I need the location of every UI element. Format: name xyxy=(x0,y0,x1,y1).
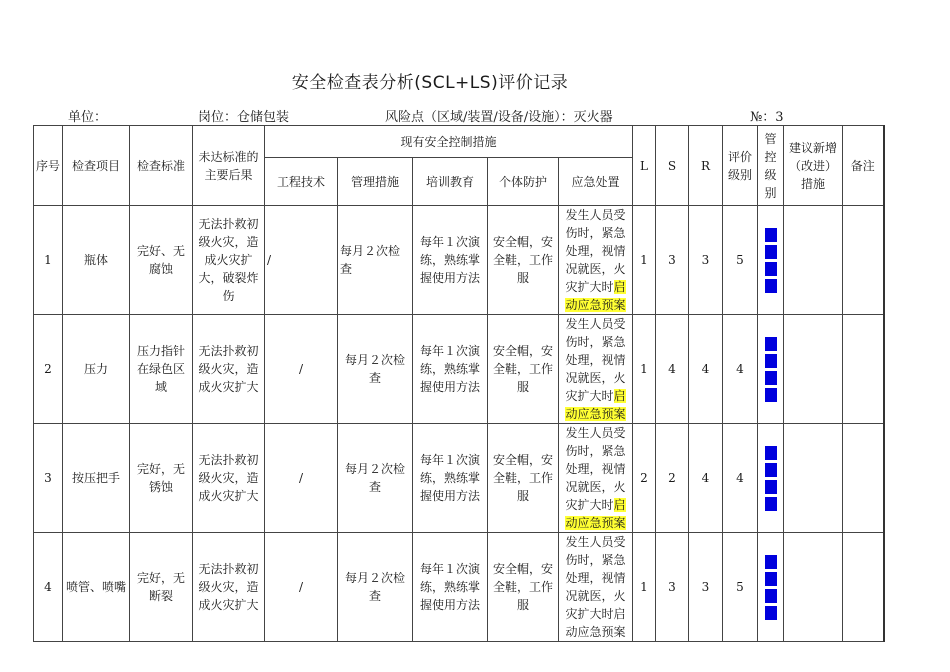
control-mark xyxy=(765,572,777,586)
cell-S: 2 xyxy=(656,424,689,533)
cell-item: 喷管、喷嘴 xyxy=(63,533,130,642)
cell-standard: 压力指针在绿色区域 xyxy=(130,315,193,424)
cell-engineering: / xyxy=(265,424,338,533)
cell-consequence: 无法扑救初级火灾，造成火灾扩大，破裂炸伤 xyxy=(193,206,265,315)
cell-emergency xyxy=(559,206,633,315)
cell-L: 1 xyxy=(633,315,656,424)
control-mark xyxy=(765,354,777,368)
cell-suggest xyxy=(784,533,843,642)
cell-L: 1 xyxy=(633,533,656,642)
cell-R: 3 xyxy=(689,533,723,642)
cell-S: 3 xyxy=(656,206,689,315)
control-mark xyxy=(765,480,777,494)
cell-control-level xyxy=(758,206,784,315)
table-row xyxy=(34,424,884,533)
cell-standard: 完好，无锈蚀 xyxy=(130,424,193,533)
cell-suggest xyxy=(784,424,843,533)
cell-L: 2 xyxy=(633,424,656,533)
cell-management: 每月２次检查 xyxy=(338,315,413,424)
cell-engineering: / xyxy=(265,315,338,424)
cell-standard: 完好，无断裂 xyxy=(130,533,193,642)
header-R: R xyxy=(689,126,723,206)
header-control-level: 管控级别 xyxy=(758,126,784,206)
cell-emergency xyxy=(559,424,633,533)
emergency-text: 发生人员受伤时，紧急处理，视情况就医，火灾扩大时 xyxy=(565,426,626,512)
table-row xyxy=(34,315,884,424)
cell-emergency xyxy=(559,533,633,642)
cell-ppe: 安全帽，安全鞋，工作服 xyxy=(488,315,559,424)
cell-management: 每月２次检查 xyxy=(338,206,413,315)
cell-seq: 3 xyxy=(34,424,63,533)
control-mark xyxy=(765,388,777,402)
cell-L: 1 xyxy=(633,206,656,315)
cell-training: 每年１次演练，熟练掌握使用方法 xyxy=(413,206,488,315)
control-mark xyxy=(765,589,777,603)
header-management: 管理措施 xyxy=(338,158,413,206)
header-S: S xyxy=(656,126,689,206)
header-emergency: 应急处置 xyxy=(559,158,633,206)
table-row xyxy=(34,533,884,642)
number-label: №：3 xyxy=(750,110,784,125)
emergency-highlight: 启动应急预案 xyxy=(565,280,626,312)
cell-eval-level: 5 xyxy=(723,533,758,642)
control-mark xyxy=(765,262,777,276)
header-standard: 检查标准 xyxy=(130,126,193,206)
header-L: L xyxy=(633,126,656,206)
emergency-text: 发生人员受伤时，紧急处理，视情况就医，火灾扩大时启动应急预案 xyxy=(565,535,626,639)
control-mark xyxy=(765,555,777,569)
control-mark xyxy=(765,446,777,460)
header-engineering: 工程技术 xyxy=(265,158,338,206)
control-mark xyxy=(765,463,777,477)
control-marks xyxy=(765,552,777,623)
cell-seq: 2 xyxy=(34,315,63,424)
post-label: 岗位：仓储包装 xyxy=(198,110,290,125)
cell-engineering: / xyxy=(265,533,338,642)
control-marks xyxy=(765,334,777,405)
cell-consequence: 无法扑救初级火灾，造成火灾扩大 xyxy=(193,533,265,642)
cell-remark xyxy=(843,315,884,424)
cell-emergency xyxy=(559,315,633,424)
cell-R: 4 xyxy=(689,315,723,424)
cell-item: 压力 xyxy=(63,315,130,424)
cell-consequence: 无法扑救初级火灾，造成火灾扩大 xyxy=(193,315,265,424)
header-training: 培训教育 xyxy=(413,158,488,206)
cell-training: 每年１次演练，熟练掌握使用方法 xyxy=(413,315,488,424)
cell-training: 每年１次演练，熟练掌握使用方法 xyxy=(413,424,488,533)
cell-management: 每月２次检查 xyxy=(338,424,413,533)
control-mark xyxy=(765,245,777,259)
cell-remark xyxy=(843,533,884,642)
header-measures-group: 现有安全控制措施 xyxy=(265,126,633,158)
cell-control-level xyxy=(758,533,784,642)
emergency-text: 发生人员受伤时，紧急处理，视情况就医，火灾扩大时 xyxy=(565,317,626,403)
cell-S: 3 xyxy=(656,533,689,642)
cell-seq: 4 xyxy=(34,533,63,642)
page-title: 安全检查表分析(SCL+LS)评价记录 xyxy=(291,73,569,93)
header-seq: 序号 xyxy=(34,126,63,206)
header-remark: 备注 xyxy=(843,126,884,206)
control-marks xyxy=(765,443,777,514)
cell-seq: 1 xyxy=(34,206,63,315)
cell-item: 瓶体 xyxy=(63,206,130,315)
emergency-highlight: 启动应急预案 xyxy=(565,389,626,421)
header-ppe: 个体防护 xyxy=(488,158,559,206)
cell-eval-level: 4 xyxy=(723,424,758,533)
cell-R: 4 xyxy=(689,424,723,533)
cell-item: 按压把手 xyxy=(63,424,130,533)
cell-S: 4 xyxy=(656,315,689,424)
cell-remark xyxy=(843,424,884,533)
control-mark xyxy=(765,337,777,351)
cell-remark xyxy=(843,206,884,315)
control-mark xyxy=(765,606,777,620)
cell-engineering: / xyxy=(265,206,338,315)
emergency-text: 发生人员受伤时，紧急处理，视情况就医，火灾扩大时 xyxy=(565,208,626,294)
scl-table xyxy=(33,125,885,642)
cell-control-level xyxy=(758,315,784,424)
unit-label: 单位： xyxy=(68,110,108,125)
header-item: 检查项目 xyxy=(63,126,130,206)
cell-eval-level: 5 xyxy=(723,206,758,315)
header-suggest: 建议新增（改进）措施 xyxy=(784,126,843,206)
control-mark xyxy=(765,371,777,385)
cell-control-level xyxy=(758,424,784,533)
cell-consequence: 无法扑救初级火灾，造成火灾扩大 xyxy=(193,424,265,533)
control-marks xyxy=(765,225,777,296)
cell-suggest xyxy=(784,206,843,315)
control-mark xyxy=(765,279,777,293)
control-mark xyxy=(765,228,777,242)
header-consequence: 未达标准的主要后果 xyxy=(193,126,265,206)
table-row xyxy=(34,206,884,315)
cell-standard: 完好、无腐蚀 xyxy=(130,206,193,315)
cell-ppe: 安全帽，安全鞋，工作服 xyxy=(488,424,559,533)
cell-ppe: 安全帽，安全鞋，工作服 xyxy=(488,533,559,642)
cell-ppe: 安全帽，安全鞋，工作服 xyxy=(488,206,559,315)
header-eval-level: 评价级别 xyxy=(723,126,758,206)
cell-eval-level: 4 xyxy=(723,315,758,424)
control-mark xyxy=(765,497,777,511)
cell-R: 3 xyxy=(689,206,723,315)
emergency-highlight: 启动应急预案 xyxy=(565,498,626,530)
risk-point-label: 风险点（区域/装置/设备/设施）：灭火器 xyxy=(385,110,613,125)
cell-training: 每年１次演练，熟练掌握使用方法 xyxy=(413,533,488,642)
cell-management: 每月２次检查 xyxy=(338,533,413,642)
cell-suggest xyxy=(784,315,843,424)
